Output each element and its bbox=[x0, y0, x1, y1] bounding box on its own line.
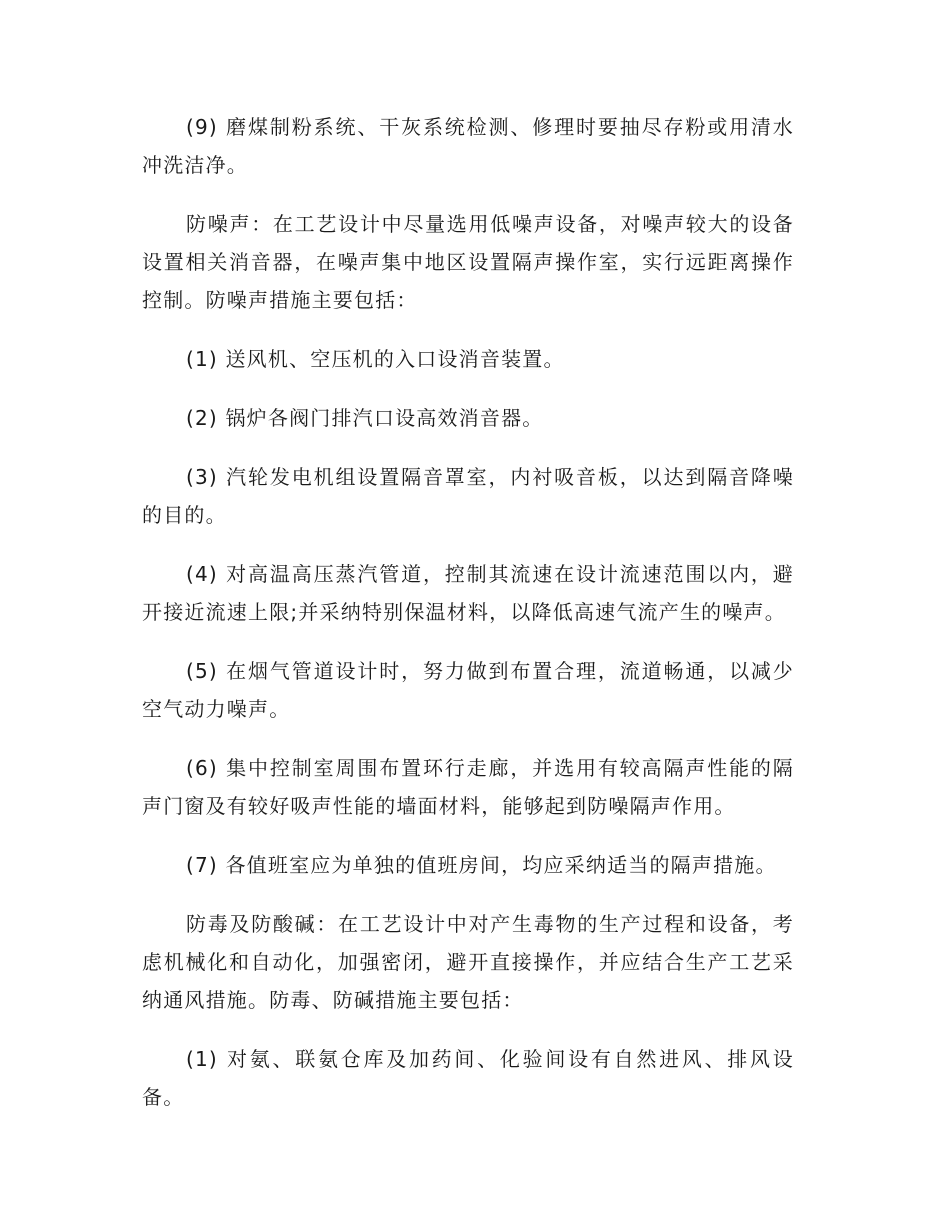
paragraph-noise-prevention: 防噪声：在工艺设计中尽量选用低噪声设备，对噪声较大的设备设置相关消音器，在噪声集中地区设置隔声操作室，实行远距离操作控制。防噪声措施主要包括： bbox=[142, 212, 794, 312]
paragraph-noise-item-2: (2) 锅炉各阀门排汽口设高效消音器。 bbox=[186, 406, 544, 430]
paragraph-item-9-grinding: (9) 磨煤制粉系统、干灰系统检测、修理时要抽尽存粉或用清水冲洗洁净。 bbox=[142, 115, 794, 177]
document-body bbox=[142, 108, 794, 1137]
paragraph-noise-item-5: (5) 在烟气管道设计时，努力做到布置合理，流道畅通，以减少空气动力噪声。 bbox=[142, 659, 794, 721]
paragraph-toxic-item-1: (1) 对氨、联氨仓库及加药间、化验间设有自然进风、排风设备。 bbox=[142, 1047, 794, 1109]
paragraph-noise-item-6: (6) 集中控制室周围布置环行走廊，并选用有较高隔声性能的隔声门窗及有较好吸声性能的墙面材料，能够起到防噪隔声作用。 bbox=[142, 756, 794, 818]
paragraph-noise-item-7: (7) 各值班室应为单独的值班房间，均应采纳适当的隔声措施。 bbox=[186, 853, 777, 877]
paragraph-noise-item-3: (3) 汽轮发电机组设置隔音罩室，内衬吸音板，以达到隔音降噪的目的。 bbox=[142, 465, 794, 527]
paragraph-noise-item-1: (1) 送风机、空压机的入口设消音装置。 bbox=[186, 347, 565, 371]
paragraph-noise-item-4: (4) 对高温高压蒸汽管道，控制其流速在设计流速范围以内，避开接近流速上限;并采纳特别保温材料，以降低高速气流产生的噪声。 bbox=[142, 562, 794, 624]
paragraph-toxic-acid-prevention: 防毒及防酸碱：在工艺设计中对产生毒物的生产过程和设备，考虑机械化和自动化，加强密闭，避开直接操作，并应结合生产工艺采纳通风措施。防毒、防碱措施主要包括： bbox=[142, 912, 794, 1012]
